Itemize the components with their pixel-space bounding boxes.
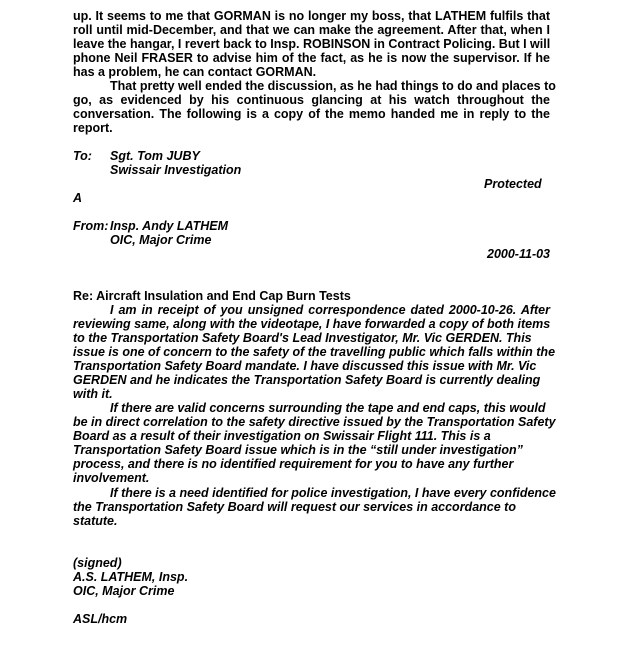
memo-from-name: Insp. Andy LATHEM bbox=[110, 219, 229, 233]
narrative-line: conversation. The following is a copy of the memo handed me in reply to the bbox=[73, 107, 550, 121]
memo-body-line: I am in receipt of you unsigned correspondence dated 2000-10-26. After bbox=[110, 303, 550, 317]
memo-to-label: To: bbox=[73, 149, 92, 163]
narrative-line: leave the hangar, I revert back to Insp. ROBINSON in Contract Policing. But I will bbox=[73, 37, 551, 51]
memo-initials: ASL/hcm bbox=[73, 612, 128, 626]
memo-body-line: with it. bbox=[73, 387, 113, 401]
memo-classification: Protected bbox=[484, 177, 542, 191]
narrative-line: phone Neil FRASER to advise him of the fact, as he is now the supervisor. If he bbox=[73, 51, 550, 65]
memo-body-line: the Transportation Safety Board will request our services in accordance to bbox=[73, 500, 516, 514]
memo-classification-suffix: A bbox=[73, 191, 83, 205]
memo-body-line: to the Transportation Safety Board's Lead Investigator, Mr. Vic GERDEN. This bbox=[73, 331, 532, 345]
memo-signature-name: A.S. LATHEM, Insp. bbox=[73, 570, 189, 584]
narrative-line: has a problem, he can contact GORMAN. bbox=[73, 65, 317, 79]
memo-body-line: process, and there is no identified requirement for you to have any further bbox=[73, 457, 514, 471]
memo-body-line: be in direct correlation to the safety directive issued by the Transportation Safety bbox=[73, 415, 556, 429]
memo-signed: (signed) bbox=[73, 556, 122, 570]
memo-signature-unit: OIC, Major Crime bbox=[73, 584, 175, 598]
memo-body-line: statute. bbox=[73, 514, 118, 528]
memo-from-label: From: bbox=[73, 219, 109, 233]
memo-body-line: If there are valid concerns surrounding the tape and end caps, this would bbox=[110, 401, 546, 415]
memo-body-line: issue is one of concern to the safety of the travelling public which falls within the bbox=[73, 345, 556, 359]
memo-body-line: reviewing same, along with the videotape, I have forwarded a copy of both items bbox=[73, 317, 551, 331]
memo-body-line: GERDEN and he indicates the Transportation Safety Board is currently dealing bbox=[73, 373, 541, 387]
narrative-line: roll until mid-December, and that we can make the agreement. After that, when I bbox=[73, 23, 550, 37]
memo-to-name: Sgt. Tom JUBY bbox=[110, 149, 200, 163]
memo-from-unit: OIC, Major Crime bbox=[110, 233, 212, 247]
narrative-line: report. bbox=[73, 121, 113, 135]
memo-to-unit: Swissair Investigation bbox=[110, 163, 242, 177]
narrative-line: That pretty well ended the discussion, as he had things to do and places to bbox=[110, 79, 556, 93]
memo-body-line: If there is a need identified for police investigation, I have every confidence bbox=[110, 486, 556, 500]
memo-body-line: Transportation Safety Board issue which is in the “still under investigation” bbox=[73, 443, 523, 457]
narrative-line: up. It seems to me that GORMAN is no longer my boss, that LATHEM fulfils that bbox=[73, 9, 550, 23]
memo-subject: Re: Aircraft Insulation and End Cap Burn Tests bbox=[73, 289, 351, 303]
memo-date: 2000-11-03 bbox=[487, 247, 551, 261]
memo-body-line: involvement. bbox=[73, 471, 150, 485]
memo-body-line: Board as a result of their investigation on Swissair Flight 111. This is a bbox=[73, 429, 491, 443]
memo-body-line: Transportation Safety Board mandate. I have discussed this issue with Mr. Vic bbox=[73, 359, 537, 373]
narrative-line: go, as evidenced by his continuous glancing at his watch throughout the bbox=[73, 93, 550, 107]
